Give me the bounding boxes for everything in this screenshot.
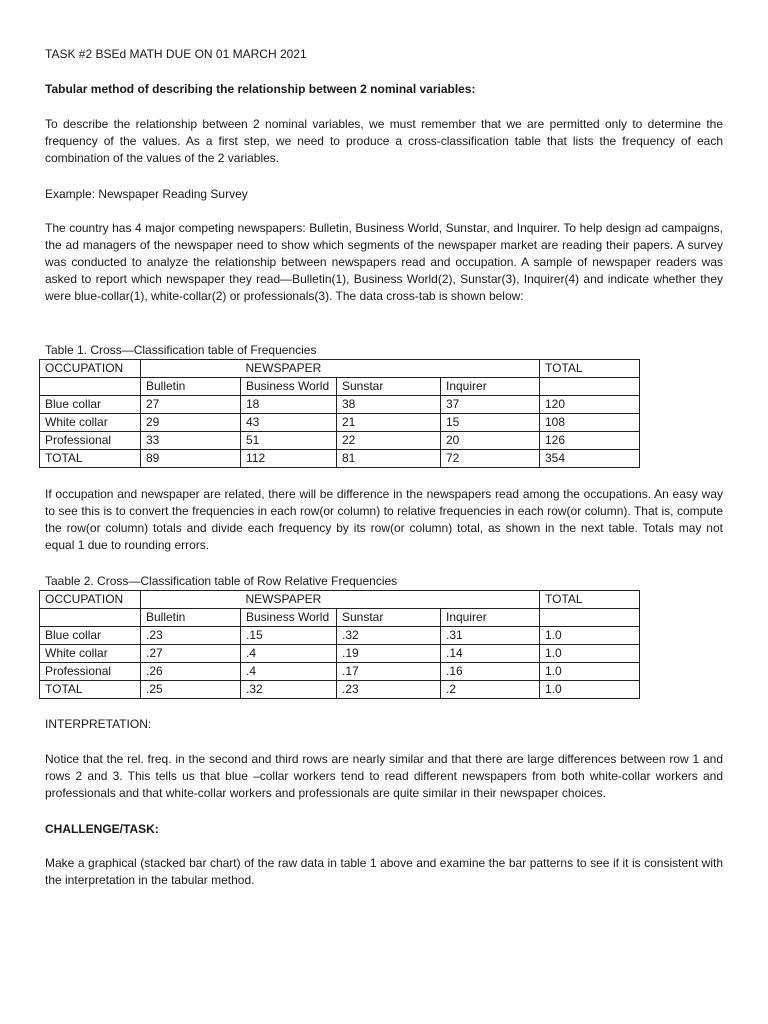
table-cell: 51 [241, 432, 337, 450]
interpretation-heading: INTERPRETATION: [45, 717, 152, 731]
table-cell: .19 [337, 645, 441, 663]
col-header: Sunstar [337, 609, 441, 627]
row-label: Professional [40, 432, 141, 450]
col-header: Inquirer [441, 378, 540, 396]
table-cell: .31 [441, 627, 540, 645]
table-cell: .23 [337, 681, 441, 699]
table2-caption: Taable 2. Cross—Classification table of Row Relative Frequencies [45, 574, 398, 588]
table-total-row [40, 450, 640, 468]
task-header: TASK #2 BSEd MATH DUE ON 01 MARCH 2021 [45, 47, 307, 61]
col-header: Business World [241, 609, 337, 627]
table-row [40, 432, 640, 450]
row-total: 1.0 [540, 681, 640, 699]
table-cell: 20 [441, 432, 540, 450]
challenge-paragraph: Make a graphical (stacked bar chart) of the raw data in table 1 above and examine the bar patterns to see if it is consistent with the interpretation in the tabular method. [45, 856, 723, 887]
table-cell: .14 [441, 645, 540, 663]
table-cell: 72 [441, 450, 540, 468]
col-header: Business World [241, 378, 337, 396]
table-cell: 37 [441, 396, 540, 414]
table-cell: .32 [241, 681, 337, 699]
row-label: TOTAL [40, 681, 141, 699]
table-cell: 33 [141, 432, 241, 450]
row-label: Professional [40, 663, 141, 681]
row-label: Blue collar [40, 627, 141, 645]
table-cell: .25 [141, 681, 241, 699]
row-label: Blue collar [40, 396, 141, 414]
table-row [40, 663, 640, 681]
row-label: TOTAL [40, 450, 141, 468]
table-cell: 22 [337, 432, 441, 450]
table-cell: 29 [141, 414, 241, 432]
table-cell: .23 [141, 627, 241, 645]
table-header-row [40, 360, 640, 378]
table-cell: .15 [241, 627, 337, 645]
table-row [40, 645, 640, 663]
challenge-heading: CHALLENGE/TASK: [45, 822, 159, 836]
col-header: Inquirer [441, 609, 540, 627]
table-cell: 81 [337, 450, 441, 468]
table-cell: .4 [241, 663, 337, 681]
table-cell: 15 [441, 414, 540, 432]
table-cell: 89 [141, 450, 241, 468]
table-row [40, 627, 640, 645]
header-newspaper: NEWSPAPER [241, 591, 337, 609]
table-cell: .26 [141, 663, 241, 681]
table-cell: 38 [337, 396, 441, 414]
col-header: Bulletin [141, 609, 241, 627]
example-paragraph: The country has 4 major competing newspapers: Bulletin, Business World, Sunstar, and Inquirer. To help design ad campaigns, the ad managers of the newspaper need to show which segments of the newspaper market are reading their papers. A survey was conducted to analyze the relationship between newspapers read and occupation. A sample of newspaper readers was asked to report which newspaper they read—Bulletin(1), Business World(2), Sunstar(3), Inquirer(4) and indicate whether they were blue-collar(1), white-collar(2) or professionals(3). The data cross-tab is shown below: [45, 221, 723, 303]
row-total: 354 [540, 450, 640, 468]
header-total: TOTAL [540, 591, 640, 609]
table-cell: .4 [241, 645, 337, 663]
row-total: 1.0 [540, 663, 640, 681]
table1-caption: Table 1. Cross—Classification table of Frequencies [45, 343, 317, 357]
table-subheader-row [40, 378, 640, 396]
table-row [40, 396, 640, 414]
header-total: TOTAL [540, 360, 640, 378]
table2-relative-frequencies [39, 590, 640, 699]
header-occupation: OCCUPATION [40, 360, 141, 378]
row-label: White collar [40, 414, 141, 432]
col-header: Bulletin [141, 378, 241, 396]
table-total-row [40, 681, 640, 699]
table-cell: .16 [441, 663, 540, 681]
col-header: Sunstar [337, 378, 441, 396]
table-subheader-row [40, 609, 640, 627]
table-cell: 21 [337, 414, 441, 432]
table-cell: 43 [241, 414, 337, 432]
table1-frequencies [39, 359, 640, 468]
table-cell: .17 [337, 663, 441, 681]
table-header-row [40, 591, 640, 609]
table-cell: 112 [241, 450, 337, 468]
section-title: Tabular method of describing the relationship between 2 nominal variables: [45, 82, 476, 96]
table-cell: .2 [441, 681, 540, 699]
table-cell: 18 [241, 396, 337, 414]
row-total: 126 [540, 432, 640, 450]
row-label: White collar [40, 645, 141, 663]
row-total: 1.0 [540, 645, 640, 663]
row-total: 1.0 [540, 627, 640, 645]
example-heading: Example: Newspaper Reading Survey [45, 187, 248, 201]
table-cell: .32 [337, 627, 441, 645]
interpretation-paragraph: Notice that the rel. freq. in the second and third rows are nearly similar and that there are large differences between row 1 and rows 2 and 3. This tells us that blue –collar workers tend to read different newspapers from both white-collar workers and professionals and that white-collar workers and professionals are quite similar in their newspaper choices. [45, 752, 723, 800]
table-row [40, 414, 640, 432]
row-total: 108 [540, 414, 640, 432]
table-cell: 27 [141, 396, 241, 414]
row-total: 120 [540, 396, 640, 414]
table-cell: .27 [141, 645, 241, 663]
header-newspaper: NEWSPAPER [241, 360, 337, 378]
intro-paragraph: To describe the relationship between 2 nominal variables, we must remember that we are permitted only to determine the frequency of the values. As a first step, we need to produce a cross-classification table that lists the frequency of each combination of the values of the 2 variables. [45, 117, 723, 165]
middle-paragraph: If occupation and newspaper are related, there will be difference in the newspapers read among the occupations. An easy way to see this is to convert the frequencies in each row(or column) to relative frequencies in each row(or column). That is, compute the row(or column) totals and divide each frequency by its row(or column) total, as shown in the next table. Totals may not equal 1 due to rounding errors. [45, 487, 723, 552]
header-occupation: OCCUPATION [40, 591, 141, 609]
